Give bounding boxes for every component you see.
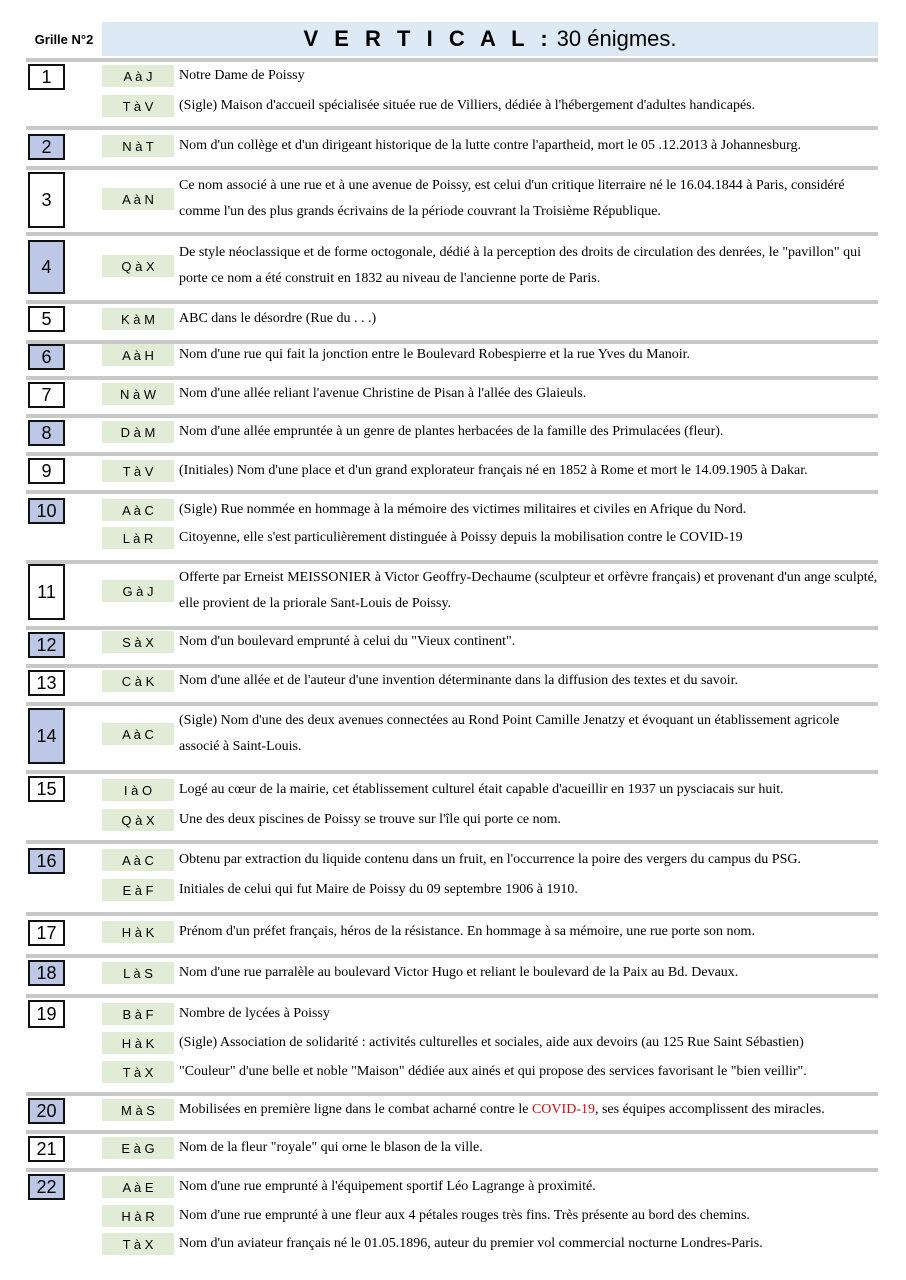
clue-number-box: 8 bbox=[28, 420, 65, 446]
letter-range-badge: H à R bbox=[102, 1205, 174, 1227]
clue-number-box: 11 bbox=[28, 564, 65, 620]
letter-range-badge: T à X bbox=[102, 1233, 174, 1255]
clue-text: (Sigle) Maison d'accueil spécialisée située rue de Villiers, dédiée à l'hébergement d'adultes handicapés. bbox=[179, 98, 756, 113]
clue-number-box: 4 bbox=[28, 240, 65, 294]
row-separator bbox=[26, 994, 878, 998]
letter-range-badge: A à J bbox=[102, 65, 174, 87]
row-separator bbox=[26, 770, 878, 774]
clue-text: Obtenu par extraction du liquide contenu dans un fruit, en l'occurrence la poire des vergers du campus du PSG. bbox=[179, 852, 801, 867]
row-separator bbox=[26, 912, 878, 916]
row-separator bbox=[26, 702, 878, 706]
row-separator bbox=[26, 452, 878, 456]
clue-text bbox=[179, 1097, 879, 1123]
letter-range-badge: T à V bbox=[102, 460, 174, 482]
row-separator bbox=[26, 560, 878, 564]
row-separator bbox=[26, 232, 878, 236]
clue-number-box: 14 bbox=[28, 708, 65, 764]
clue-text: Prénom d'un préfet français, héros de la résistance. En hommage à sa mémoire, une rue porte son nom. bbox=[179, 924, 755, 939]
clue-number-box: 6 bbox=[28, 344, 65, 370]
clue-text: Logé au cœur de la mairie, cet établissement culturel était capable d'acueillir en 1937 un pysciacais sur huit. bbox=[179, 782, 784, 797]
letter-range-badge: N à W bbox=[102, 383, 174, 405]
letter-range-badge: B à F bbox=[102, 1003, 174, 1025]
row-separator bbox=[26, 126, 878, 130]
grille-label: Grille N°2 bbox=[34, 31, 94, 47]
clue-text: Initiales de celui qui fut Maire de Poissy du 09 septembre 1906 à 1910. bbox=[179, 882, 578, 897]
clue-text: Nom d'une allée reliant l'avenue Christine de Pisan à l'allée des Glaieuls. bbox=[179, 386, 587, 401]
clue-number-box: 21 bbox=[28, 1136, 65, 1162]
letter-range-badge: I à O bbox=[102, 779, 174, 801]
clue-number-box: 15 bbox=[28, 776, 65, 802]
clue-number-box: 19 bbox=[28, 1000, 65, 1028]
clue-text: Offerte par Erneist MEISSONIER à Victor Geoffry-Dechaume (sculpteur et orfèvre français) et provenant d'un ange sculpté, elle provient de la priorale Sant-Louis de Poissy. bbox=[179, 570, 878, 611]
clue-text: Nom de la fleur "royale" qui orne le blason de la ville. bbox=[179, 1140, 483, 1155]
clue-text: Nom d'une rue emprunté à une fleur aux 4 pétales rouges très fins. Très présente au bord des chemins. bbox=[179, 1208, 750, 1223]
letter-range-badge: E à F bbox=[102, 879, 174, 901]
clue-text: De style néoclassique et de forme octogonale, dédié à la perception des droits de circulation des denrées, le "pavillon" qui porte ce nom a été construit en 1832 au niveau de l'ancienne porte de Paris. bbox=[179, 245, 862, 286]
letter-range-badge: L à R bbox=[102, 527, 174, 549]
title-vertical: V E R T I C A L : bbox=[303, 26, 553, 51]
clue-number-box: 9 bbox=[28, 458, 65, 484]
letter-range-badge: A à C bbox=[102, 849, 174, 871]
clue-text-part: , ses équipes accomplissent des miracles. bbox=[594, 1102, 825, 1117]
clue-text: (Sigle) Association de solidarité : activités culturelles et sociales, aide aux devoirs (au 125 Rue Saint Sébastien) bbox=[179, 1035, 804, 1050]
letter-range-badge: Q à X bbox=[102, 255, 174, 277]
title-count: 30 énigmes. bbox=[556, 26, 677, 51]
clue-number-box: 17 bbox=[28, 920, 65, 946]
row-separator bbox=[26, 376, 878, 380]
clue-text: Nom d'une rue emprunté à l'équipement sportif Léo Lagrange à proximité. bbox=[179, 1179, 596, 1194]
clue-text: Nom d'une allée et de l'auteur d'une invention déterminante dans la diffusion des textes et du savoir. bbox=[179, 673, 738, 688]
clue-text: Notre Dame de Poissy bbox=[179, 68, 305, 83]
clue-text: Citoyenne, elle s'est particulièrement distinguée à Poissy depuis la mobilisation contre le COVID-19 bbox=[179, 530, 743, 545]
clue-number-box: 5 bbox=[28, 306, 65, 332]
letter-range-badge: S à X bbox=[102, 631, 174, 653]
clue-text: Une des deux piscines de Poissy se trouve sur l'île qui porte ce nom. bbox=[179, 812, 562, 827]
row-separator bbox=[26, 490, 878, 494]
letter-range-badge: M à S bbox=[102, 1099, 174, 1121]
clue-text: "Couleur" d'une belle et noble "Maison" dédiée aux ainés et qui propose des services favorisant le "bien veillir". bbox=[179, 1064, 807, 1079]
row-separator bbox=[26, 414, 878, 418]
clue-text: ABC dans le désordre (Rue du . . .) bbox=[179, 311, 377, 326]
clue-number-box: 10 bbox=[28, 498, 65, 524]
clue-text: (Sigle) Nom d'une des deux avenues connectées au Rond Point Camille Jenatzy et évoquant un établissement agricole associé à Saint-Louis. bbox=[179, 713, 840, 754]
clue-text: Nom d'un boulevard emprunté à celui du "Vieux continent". bbox=[179, 634, 516, 649]
covid-highlight: COVID-19 bbox=[531, 1102, 595, 1117]
letter-range-badge: H à K bbox=[102, 1032, 174, 1054]
letter-range-badge: A à H bbox=[102, 344, 174, 366]
letter-range-badge: G à J bbox=[102, 580, 174, 602]
clue-number-box: 7 bbox=[28, 382, 65, 408]
clue-text: Nom d'un aviateur français né le 01.05.1896, auteur du premier vol commercial nocturne Londres-Paris. bbox=[179, 1236, 763, 1251]
row-separator bbox=[26, 954, 878, 958]
clue-text: Nom d'un collège et d'un dirigeant historique de la lutte contre l'apartheid, mort le 05 .12.2013 à Johannesburg. bbox=[179, 138, 801, 153]
row-separator bbox=[26, 58, 878, 62]
row-separator bbox=[26, 840, 878, 844]
letter-range-badge: A à E bbox=[102, 1176, 174, 1198]
letter-range-badge: T à X bbox=[102, 1061, 174, 1083]
clue-number-box: 22 bbox=[28, 1174, 65, 1200]
letter-range-badge: A à N bbox=[102, 188, 174, 210]
letter-range-badge: A à C bbox=[102, 723, 174, 745]
row-separator bbox=[26, 1130, 878, 1134]
clue-text: (Initiales) Nom d'une place et d'un grand explorateur français né en 1852 à Rome et mort le 14.09.1905 à Dakar. bbox=[179, 463, 808, 478]
clue-text: (Sigle) Rue nommée en hommage à la mémoire des victimes militaires et civiles en Afrique du Nord. bbox=[179, 502, 747, 517]
clue-text: Nombre de lycées à Poissy bbox=[179, 1006, 330, 1021]
clue-number-box: 3 bbox=[28, 172, 65, 228]
letter-range-badge: Q à X bbox=[102, 809, 174, 831]
row-separator bbox=[26, 300, 878, 304]
letter-range-badge: N à T bbox=[102, 135, 174, 157]
letter-range-badge: H à K bbox=[102, 921, 174, 943]
clue-number-box: 16 bbox=[28, 848, 65, 874]
letter-range-badge: L à S bbox=[102, 962, 174, 984]
clue-number-box: 18 bbox=[28, 960, 65, 986]
letter-range-badge: A à C bbox=[102, 499, 174, 521]
row-separator bbox=[26, 1168, 878, 1172]
clue-text: Nom d'une rue qui fait la jonction entre le Boulevard Robespierre et la rue Yves du Manoir. bbox=[179, 347, 691, 362]
letter-range-badge: D à M bbox=[102, 421, 174, 443]
clue-number-box: 2 bbox=[28, 134, 65, 160]
clue-text: Nom d'une rue parralèle au boulevard Victor Hugo et reliant le boulevard de la Paix au Bd. Devaux. bbox=[179, 965, 739, 980]
clue-number-box: 13 bbox=[28, 670, 65, 696]
clue-number-box: 12 bbox=[28, 632, 65, 658]
row-separator bbox=[26, 166, 878, 170]
clue-text: Nom d'une allée empruntée à un genre de plantes herbacées de la famille des Primulacées (fleur). bbox=[179, 424, 724, 439]
clue-text: Ce nom associé à une rue et à une avenue de Poissy, est celui d'un critique literraire né le 16.04.1844 à Paris, considéré comme l'un des plus grands écrivains de la période couvrant la Troisième République. bbox=[179, 178, 845, 219]
clue-number-box: 1 bbox=[28, 64, 65, 90]
letter-range-badge: E à G bbox=[102, 1137, 174, 1159]
clue-text-part: Mobilisées en première ligne dans le combat acharné contre le bbox=[179, 1102, 532, 1117]
letter-range-badge: C à K bbox=[102, 670, 174, 692]
letter-range-badge: K à M bbox=[102, 308, 174, 330]
clue-number-box: 20 bbox=[28, 1098, 65, 1124]
letter-range-badge: T à V bbox=[102, 95, 174, 117]
page-title bbox=[102, 22, 878, 56]
row-separator bbox=[26, 1092, 878, 1096]
